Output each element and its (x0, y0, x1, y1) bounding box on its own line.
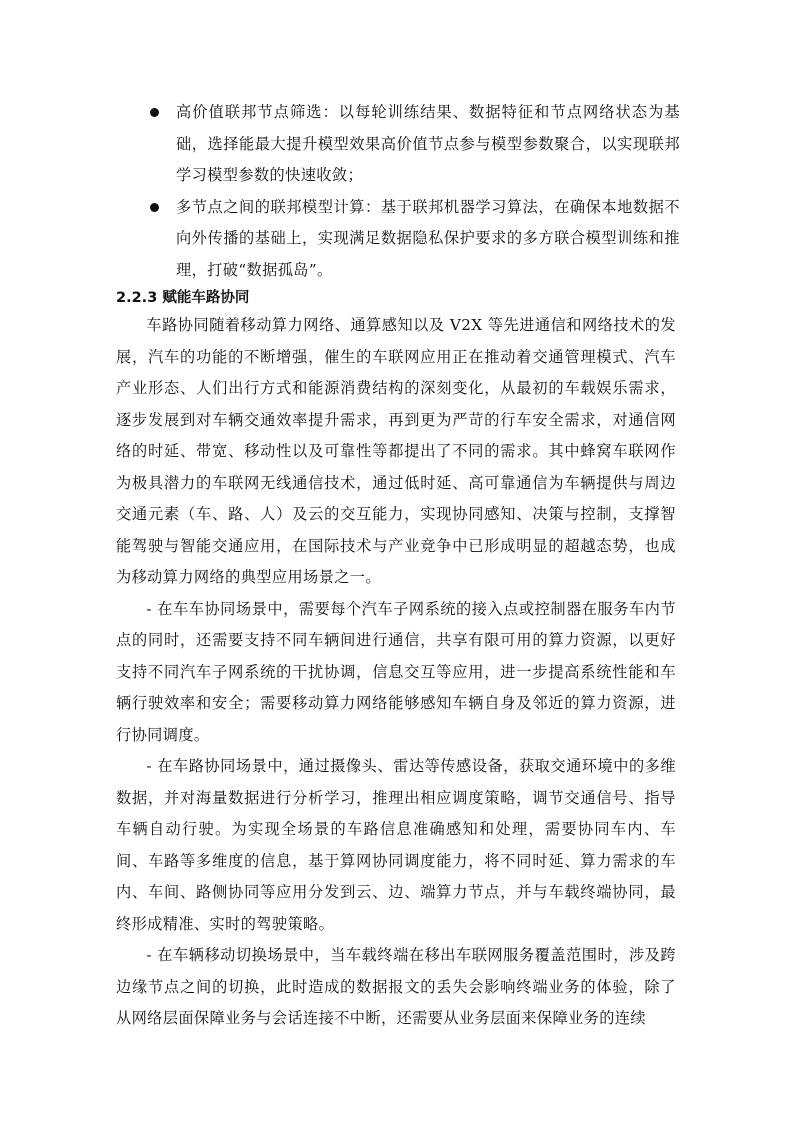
section-heading: 2.2.3 赋能车路协同 (116, 290, 250, 306)
bullet-icon (150, 108, 159, 117)
bullet-item-federated-model-computation (140, 192, 680, 287)
bullet-text: 多节点之间的联邦模型计算：基于联邦机器学习算法，在确保本地数据不向外传播的基础上，实现满足数据隐私保护要求的多方联合模型训练和推理，打破“数据孤岛”。 (176, 197, 680, 279)
bullet-item-federated-node-selection (140, 97, 680, 192)
section-body (116, 310, 676, 1035)
paragraph-vehicle-road: - 在车路协同场景中，通过摄像头、雷达等传感设备，获取交通环境中的多维数据，并对海量数据进行分析学习，推理出相应调度策略，调节交通信号、指导车辆自动行驶。为实现全场景的车路信息准确感知和处理，需要协同车内、车间、车路等多维度的信息，基于算网协同调度能力，将不同时延、算力需求的车内、车间、路侧协同等应用分发到云、边、端算力节点，并与车载终端协同，最终形成精准、实时的驾驶策略。 (116, 757, 676, 933)
bullet-text: 高价值联邦节点筛选：以每轮训练结果、数据特征和节点网络状态为基础，选择能最大提升模型效果高价值节点参与模型参数聚合，以实现联邦学习模型参数的快速收敛； (176, 103, 680, 184)
bullet-list (140, 97, 680, 286)
paragraph-vehicle-vehicle: - 在车车协同场景中，需要每个汽车子网系统的接入点或控制器在服务车内节点的同时，还需要支持不同车辆间进行通信，共享有限可用的算力资源，以更好支持不同汽车子网系统的干扰协调，信息交互等应用，进一步提高系统性能和车辆行驶效率和安全；需要移动算力网络能够感知车辆自身及邻近的算力资源，进行协同调度。 (116, 599, 676, 744)
paragraph-intro: 车路协同随着移动算力网络、通算感知以及 V2X 等先进通信和网络技术的发展，汽车的功能的不断增强，催生的车联网应用正在推动着交通管理模式、汽车产业形态、人们出行方式和能源消费结构的深刻变化，从最初的车载娱乐需求，逐步发展到对车辆交通效率提升需求，再到更为严苛的行车安全需求，对通信网络的时延、带宽、移动性以及可靠性等都提出了不同的需求。其中蜂窝车联网作为极具潜力的车联网无线通信技术，通过低时延、高可靠通信为车辆提供与周边交通元素（车、路、人）及云的交互能力，实现协同感知、决策与控制，支撑智能驾驶与智能交通应用，在国际技术与产业竞争中已形成明显的超越态势，也成为移动算力网络的典型应用场景之一。 (116, 316, 676, 586)
paragraph-vehicle-handover: - 在车辆移动切换场景中，当车载终端在移出车联网服务覆盖范围时，涉及跨边缘节点之间的切换，此时造成的数据报文的丢失会影响终端业务的体验，除了从网络层面保障业务与会话连接不中断，还需要从业务层面来保障业务的连续 (116, 946, 676, 1027)
bullet-icon (150, 203, 159, 212)
